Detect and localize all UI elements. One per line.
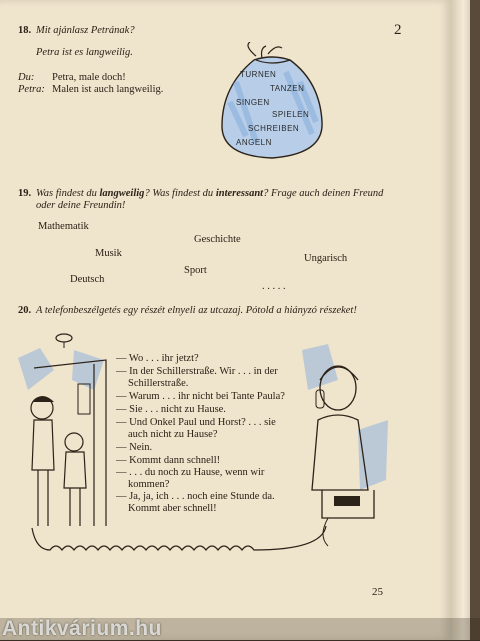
ex19-question-line2: oder deine Freundin! — [36, 200, 126, 211]
sack-illustration — [216, 42, 328, 162]
word-ungarisch: Ungarisch — [304, 253, 348, 264]
dialogue-line-5: — Sie . . . nicht zu Hause. — [116, 404, 226, 415]
word-ellipsis: . . . . . — [262, 281, 286, 292]
ex18-line1: Petra ist es langweilig. — [36, 47, 133, 58]
dialogue-line-2: — In der Schillerstraße. Wir . . . in der — [116, 366, 278, 377]
ex18-petra-text: Malen ist auch langweilig. — [52, 84, 164, 95]
dialogue-line-6: — Und Onkel Paul und Horst? . . . sie — [116, 417, 276, 428]
word-mathematik: Mathematik — [38, 221, 89, 232]
ex19-q-bold1: langweilig — [99, 188, 145, 199]
watermark-bar — [0, 618, 480, 640]
bag-word-turnen: TURNEN — [240, 70, 277, 79]
dialogue-line-7: auch nicht zu Hause? — [128, 429, 218, 440]
phone-booth-illustration — [14, 330, 118, 536]
ex19-q-bold2: interessant — [215, 188, 264, 199]
dialogue-line-11: kommen? — [128, 479, 170, 490]
ex18-petra-label: Petra: — [18, 84, 45, 95]
ex18-question: Mit ajánlasz Petrának? — [36, 25, 135, 36]
dialogue-line-9: — Kommt dann schnell! — [116, 455, 221, 466]
dialogue-line-13: Kommt aber schnell! — [128, 503, 217, 514]
ex18-du-label: Du: — [18, 72, 35, 83]
dialogue-line-12: — Ja, ja, ich . . . noch eine Stunde da. — [116, 491, 275, 502]
ex20-instruction: A telefonbeszélgetés egy részét elnyeli az utcazaj. Pótold a hiányzó részeket! — [36, 305, 357, 316]
word-deutsch: Deutsch — [70, 274, 105, 285]
ex19-q-part1: Was findest du — [36, 188, 97, 199]
ex18-number: 18. — [18, 25, 32, 36]
dialogue-line-8: — Nein. — [116, 442, 153, 453]
watermark-text: Antikvárium.hu — [2, 617, 162, 640]
bag-word-singen: SINGEN — [236, 98, 270, 107]
word-musik: Musik — [95, 248, 122, 259]
ex18-du-text: Petra, male doch! — [52, 72, 126, 83]
dialogue-line-4: — Warum . . . ihr nicht bei Tante Paula? — [116, 391, 285, 402]
dialogue-line-1: — Wo . . . ihr jetzt? — [116, 353, 199, 364]
bag-word-tanzen: TANZEN — [270, 84, 305, 93]
word-sport: Sport — [184, 265, 207, 276]
bag-word-schreiben: SCHREIBEN — [248, 124, 300, 133]
page-number-bottom: 25 — [372, 586, 383, 598]
page-number-top: 2 — [394, 22, 402, 38]
book-cover-edge — [470, 0, 480, 640]
word-geschichte: Geschichte — [194, 234, 241, 245]
dialogue-line-10: — . . . du noch zu Hause, wenn wir — [116, 467, 265, 478]
bag-word-spielen: SPIELEN — [272, 110, 310, 119]
telephone-cord — [26, 520, 336, 564]
ex19-number: 19. — [18, 188, 32, 199]
dialogue-line-3: Schillerstraße. — [128, 378, 189, 389]
ex20-number: 20. — [18, 305, 32, 316]
ex19-q-part3: ? Frage auch deinen Freund — [263, 188, 384, 199]
bag-word-angeln: ANGELN — [236, 138, 272, 147]
ex19-q-part2: ? Was findest du — [144, 188, 214, 199]
